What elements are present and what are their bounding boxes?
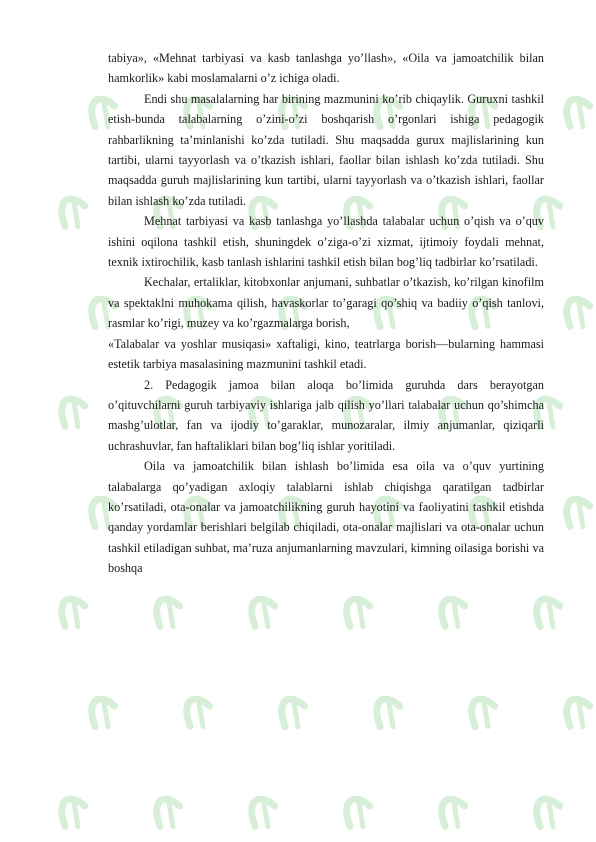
paragraph-7: Oila va jamoatchilik bilan ishlash bo’limida esa oila va o’quv yurtining talabalarga qo’yadigan axloqiy talablarni ishlab chiqishga qaratilgan tadbirlar ko’rsatiladi, ota-onalar va jamoatchilikning guruh hayotini va faoliyatini tashkil etishda qanday yordamlar berishlari belgilab chiqiladi, ota-onalar majlislari va ota-onalar uchun tashkil etiladigan suhbat, ma’ruza anjumanlarning mavzulari, kimning oilasiga borishi va boshqa [108,459,544,576]
watermark-glyph-icon [433,793,472,832]
watermark-glyph-icon [558,293,596,332]
watermark-glyph-icon [463,693,502,732]
watermark-glyph-icon [273,693,312,732]
paragraph-6: 2. Pedagogik jamoa bilan aloqa bo’limida guruhda dars berayotgan o’qituvchilarni guruh tarbiyaviy ishlariga jalb qilish yo’llari talabalar uchun qo’shimcha mashg’ulotlar, fan va ijodiy to’garaklar, munozaralar, ilmiy anjumanlar, qiziqarli uchrashuvlar, fan haftaliklari bilan bog’liq ishlar yoritiladi. [108,377,544,453]
paragraph-5: «Talabalar va yoshlar musiqasi» xaftaligi, kino, teatrlarga borish—bularning hammasi estetik tarbiya masalasining mazmunini tashkil etadi. [108,336,544,372]
watermark-glyph-icon [53,193,92,232]
watermark-glyph-icon [243,593,282,632]
watermark-glyph-icon [368,693,407,732]
watermark-glyph-icon [53,593,92,632]
paragraph-4: Kechalar, ertaliklar, kitobxonlar anjumani, suhbatlar o’tkazish, ko’rilgan kinofilm va spektaklni muhokama qilish, havaskorlar to’garagi qo’shiq va badiiy o’qish tanlovi, rasmlar ko’rigi, muzey va ko’rgazmalarga borish, [108,275,544,331]
watermark-glyph-icon [338,793,377,832]
paragraph-3: Mehnat tarbiyasi va kasb tanlashga yo’llashda talabalar uchun o’qish va o’quv ishini oqilona tashkil etish, shuningdek o’ziga-o’zi xizmat, ijtimoiy foydali mehnat, texnik ixtirochilik, kasb tanlash ishlarini tashkil etish bilan bog’liq tadbirlar ko’rsatiladi. [108,214,544,270]
watermark-glyph-icon [338,593,377,632]
paragraph-2: Endi shu masalalarning har birining mazmunini ko’rib chiqaylik. Guruxni tashkil etish-bunda talabalarning o’zini-o’zi boshqarish o’rgonlari ishiga pedagogik rahbarlikning ta’minlanishi ko’zda tutiladi. Shu maqsadda gurux majlislarining kun tartibi, ularni tayyorlash va o’tkazish ishlari, faollar bilan ishlash ko’zda tutiladi. Shu maqsadda guruh majlislarining kun tartibi, ularni tayyorlash va o’tkazish ishlari, faollar bilan ishlash ko’zda tutiladi. [108,91,544,208]
watermark-glyph-icon [528,593,567,632]
watermark-glyph-icon [558,93,596,132]
watermark-glyph-icon [148,793,187,832]
watermark-glyph-icon [83,693,122,732]
watermark-glyph-icon [148,593,187,632]
watermark-glyph-icon [178,693,217,732]
watermark-glyph-icon [243,793,282,832]
watermark-glyph-icon [53,793,92,832]
watermark-glyph-icon [558,693,596,732]
watermark-glyph-icon [528,793,567,832]
watermark-glyph-icon [558,493,596,532]
watermark-glyph-icon [53,393,92,432]
document-page [108,48,544,579]
watermark-glyph-icon [433,593,472,632]
paragraph-1: tabiya», «Mehnat tarbiyasi va kasb tanlashga yo’llash», «Oila va jamoatchilik bilan hamkorlik» kabi moslamalarni o’z ichiga oladi. [108,51,544,86]
